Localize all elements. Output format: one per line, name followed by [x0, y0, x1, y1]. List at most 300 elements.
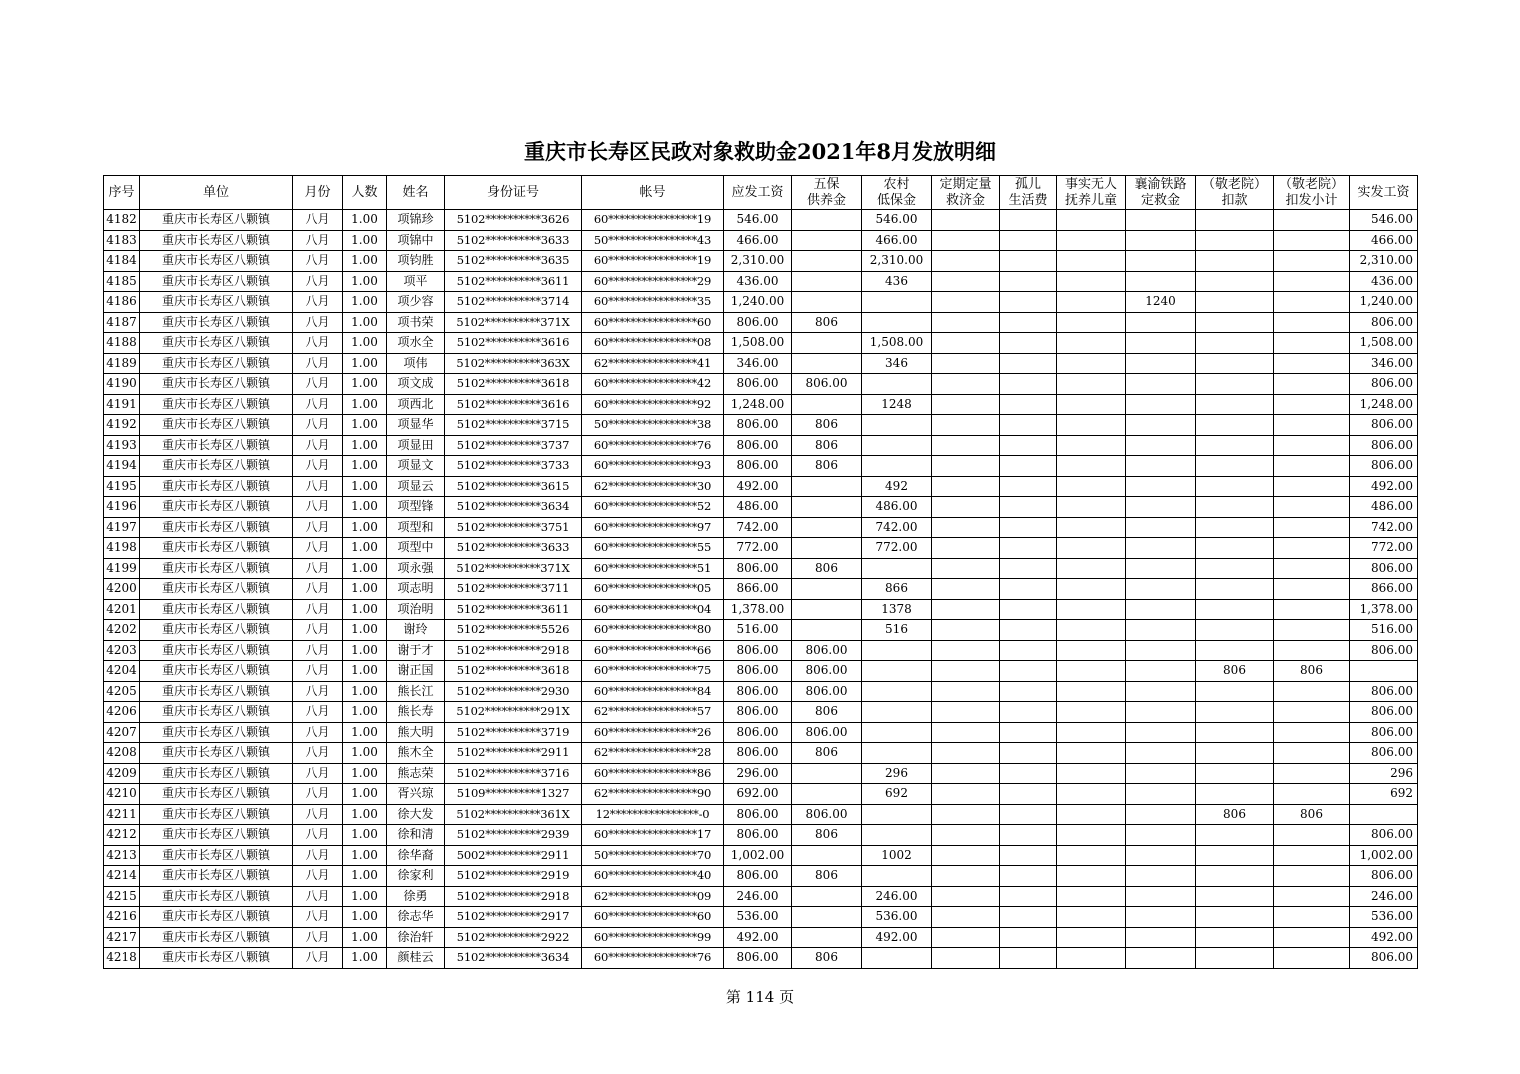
- column-header: [582, 176, 724, 210]
- table-cell: [1196, 476, 1274, 497]
- table-cell: 项钧胜: [387, 251, 445, 272]
- table-cell: 徐大发: [387, 804, 445, 825]
- table-cell: 492.00: [862, 927, 932, 948]
- table-cell: [792, 394, 862, 415]
- table-cell: 5102**********2918: [445, 886, 582, 907]
- table-cell: 806.00: [724, 374, 792, 395]
- column-header-line: 生活费: [1008, 192, 1048, 208]
- table-cell: 806.00: [724, 948, 792, 969]
- table-cell: 1,002.00: [724, 845, 792, 866]
- table-cell: 徐家利: [387, 866, 445, 887]
- table-row: [104, 251, 1418, 272]
- table-row: [104, 845, 1418, 866]
- table-row: [104, 456, 1418, 477]
- table-cell: 5102**********3711: [445, 579, 582, 600]
- table-cell: 5102**********371X: [445, 558, 582, 579]
- table-cell: [1000, 640, 1057, 661]
- table-cell: [1057, 292, 1126, 313]
- table-cell: 4184: [104, 251, 140, 272]
- table-cell: 5102**********3616: [445, 394, 582, 415]
- table-cell: 5102**********3618: [445, 374, 582, 395]
- table-cell: [1000, 948, 1057, 969]
- column-header-line: 孤儿: [1014, 176, 1041, 192]
- table-cell: 866.00: [1350, 579, 1418, 600]
- table-cell: [1000, 333, 1057, 354]
- table-cell: 1.00: [343, 230, 387, 251]
- table-cell: 重庆市长寿区八颗镇: [140, 763, 293, 784]
- table-cell: [932, 251, 1000, 272]
- table-cell: [1057, 886, 1126, 907]
- table-cell: [1274, 538, 1350, 559]
- table-cell: [1196, 681, 1274, 702]
- table-cell: 重庆市长寿区八颗镇: [140, 784, 293, 805]
- table-cell: 492.00: [724, 476, 792, 497]
- table-cell: 5102**********3626: [445, 210, 582, 231]
- table-row: [104, 722, 1418, 743]
- table-cell: [932, 763, 1000, 784]
- table-cell: 1.00: [343, 640, 387, 661]
- table-cell: 八月: [293, 374, 343, 395]
- table-cell: 熊木全: [387, 743, 445, 764]
- table-cell: 4187: [104, 312, 140, 333]
- table-cell: [1274, 825, 1350, 846]
- table-cell: 60****************19: [582, 251, 724, 272]
- table-cell: 806: [1196, 804, 1274, 825]
- table-cell: 1.00: [343, 784, 387, 805]
- table-cell: 60****************52: [582, 497, 724, 518]
- table-cell: 60****************92: [582, 394, 724, 415]
- table-cell: 486.00: [862, 497, 932, 518]
- table-cell: 806: [792, 866, 862, 887]
- table-cell: 4215: [104, 886, 140, 907]
- table-cell: [1196, 927, 1274, 948]
- table-cell: [1057, 722, 1126, 743]
- table-row: [104, 825, 1418, 846]
- column-header-line: 农村: [883, 176, 910, 192]
- column-header: [862, 176, 932, 210]
- table-cell: 5102**********3618: [445, 661, 582, 682]
- table-cell: 项永强: [387, 558, 445, 579]
- table-cell: 806.00: [724, 702, 792, 723]
- table-cell: 重庆市长寿区八颗镇: [140, 927, 293, 948]
- column-header-line: 扣款: [1221, 192, 1248, 208]
- table-cell: 重庆市长寿区八颗镇: [140, 415, 293, 436]
- table-cell: [1126, 661, 1196, 682]
- table-row: [104, 210, 1418, 231]
- table-row: [104, 702, 1418, 723]
- table-cell: 806: [792, 558, 862, 579]
- table-cell: [1057, 681, 1126, 702]
- table-cell: 536.00: [862, 907, 932, 928]
- table-cell: 八月: [293, 702, 343, 723]
- table-cell: 八月: [293, 251, 343, 272]
- table-cell: 62****************09: [582, 886, 724, 907]
- table-cell: [862, 661, 932, 682]
- table-cell: 4214: [104, 866, 140, 887]
- table-cell: [932, 743, 1000, 764]
- table-row: [104, 599, 1418, 620]
- table-cell: 熊志荣: [387, 763, 445, 784]
- table-cell: 项显田: [387, 435, 445, 456]
- table-cell: 八月: [293, 784, 343, 805]
- table-cell: 1248: [862, 394, 932, 415]
- table-cell: [1274, 292, 1350, 313]
- table-cell: 重庆市长寿区八颗镇: [140, 722, 293, 743]
- table-cell: 1.00: [343, 210, 387, 231]
- table-cell: [1000, 886, 1057, 907]
- table-cell: [1126, 702, 1196, 723]
- table-cell: [932, 271, 1000, 292]
- table-cell: [862, 435, 932, 456]
- table-cell: 重庆市长寿区八颗镇: [140, 394, 293, 415]
- table-cell: [1126, 907, 1196, 928]
- table-cell: 徐华裔: [387, 845, 445, 866]
- table-cell: 项锦中: [387, 230, 445, 251]
- table-cell: 熊大明: [387, 722, 445, 743]
- table-cell: 4185: [104, 271, 140, 292]
- table-cell: 1.00: [343, 927, 387, 948]
- table-cell: [792, 907, 862, 928]
- table-cell: 466.00: [724, 230, 792, 251]
- table-cell: 1,248.00: [1350, 394, 1418, 415]
- table-cell: [1274, 845, 1350, 866]
- table-cell: 806.00: [724, 866, 792, 887]
- table-cell: 60****************97: [582, 517, 724, 538]
- table-cell: 项显华: [387, 415, 445, 436]
- table-cell: 八月: [293, 948, 343, 969]
- table-cell: 1.00: [343, 333, 387, 354]
- table-cell: 1,002.00: [1350, 845, 1418, 866]
- table-cell: 八月: [293, 312, 343, 333]
- table-cell: 806.00: [1350, 415, 1418, 436]
- table-cell: 772.00: [862, 538, 932, 559]
- table-cell: [1057, 825, 1126, 846]
- table-cell: 806.00: [792, 804, 862, 825]
- table-cell: 1.00: [343, 558, 387, 579]
- table-cell: 5102**********3611: [445, 599, 582, 620]
- table-cell: [1000, 456, 1057, 477]
- table-cell: [1000, 722, 1057, 743]
- table-cell: [862, 558, 932, 579]
- table-cell: [1126, 456, 1196, 477]
- table-cell: 重庆市长寿区八颗镇: [140, 579, 293, 600]
- table-cell: [932, 927, 1000, 948]
- table-cell: [1196, 333, 1274, 354]
- table-cell: 重庆市长寿区八颗镇: [140, 743, 293, 764]
- table-cell: 806.00: [724, 743, 792, 764]
- column-header: [1196, 176, 1274, 210]
- table-cell: [1126, 538, 1196, 559]
- table-cell: 806.00: [724, 312, 792, 333]
- table-cell: [862, 640, 932, 661]
- table-cell: [1000, 599, 1057, 620]
- table-cell: 546.00: [862, 210, 932, 231]
- table-cell: [1274, 784, 1350, 805]
- table-cell: [1196, 722, 1274, 743]
- table-cell: [932, 784, 1000, 805]
- table-cell: 60****************99: [582, 927, 724, 948]
- table-cell: 346.00: [1350, 353, 1418, 374]
- table-cell: [1274, 558, 1350, 579]
- table-cell: [792, 620, 862, 641]
- table-cell: [932, 292, 1000, 313]
- table-cell: [1274, 394, 1350, 415]
- table-cell: [1126, 681, 1196, 702]
- table-cell: 5102**********363X: [445, 353, 582, 374]
- table-cell: 八月: [293, 435, 343, 456]
- table-cell: [1274, 722, 1350, 743]
- table-row: [104, 435, 1418, 456]
- table-cell: 742.00: [1350, 517, 1418, 538]
- table-cell: 60****************93: [582, 456, 724, 477]
- table-cell: 806.00: [724, 681, 792, 702]
- table-cell: [1057, 497, 1126, 518]
- table-cell: [1196, 230, 1274, 251]
- table-cell: [1000, 271, 1057, 292]
- table-cell: 806.00: [1350, 722, 1418, 743]
- table-cell: [1057, 415, 1126, 436]
- table-cell: 806.00: [792, 640, 862, 661]
- table-cell: 866.00: [724, 579, 792, 600]
- table-cell: [1274, 230, 1350, 251]
- table-cell: [862, 743, 932, 764]
- table-cell: 重庆市长寿区八颗镇: [140, 497, 293, 518]
- table-cell: [932, 538, 1000, 559]
- table-cell: 60****************19: [582, 210, 724, 231]
- table-cell: 60****************04: [582, 599, 724, 620]
- table-cell: 62****************41: [582, 353, 724, 374]
- table-cell: 806.00: [792, 661, 862, 682]
- table-cell: 60****************51: [582, 558, 724, 579]
- table-cell: 692.00: [724, 784, 792, 805]
- table-cell: 4201: [104, 599, 140, 620]
- table-cell: 1,240.00: [1350, 292, 1418, 313]
- table-cell: [1274, 927, 1350, 948]
- table-cell: 1.00: [343, 415, 387, 436]
- table-cell: 516.00: [724, 620, 792, 641]
- table-cell: [1057, 333, 1126, 354]
- table-row: [104, 620, 1418, 641]
- table-cell: [1126, 312, 1196, 333]
- table-cell: 4191: [104, 394, 140, 415]
- table-cell: 806.00: [724, 435, 792, 456]
- table-cell: [1057, 517, 1126, 538]
- table-cell: 八月: [293, 456, 343, 477]
- table-cell: 806.00: [1350, 702, 1418, 723]
- table-cell: 谢玲: [387, 620, 445, 641]
- table-cell: 5002**********2911: [445, 845, 582, 866]
- table-cell: 5102**********3715: [445, 415, 582, 436]
- table-cell: 八月: [293, 763, 343, 784]
- table-cell: [1000, 497, 1057, 518]
- table-cell: [1126, 866, 1196, 887]
- table-cell: [1274, 476, 1350, 497]
- table-cell: 492.00: [1350, 927, 1418, 948]
- table-cell: 546.00: [1350, 210, 1418, 231]
- table-cell: 4208: [104, 743, 140, 764]
- table-cell: 4211: [104, 804, 140, 825]
- table-cell: 5102**********3634: [445, 948, 582, 969]
- table-cell: 466.00: [1350, 230, 1418, 251]
- column-header-line: （敬老院）: [1201, 176, 1267, 192]
- column-header-line: 身份证号: [486, 184, 539, 200]
- table-cell: [1274, 251, 1350, 272]
- table-cell: [932, 620, 1000, 641]
- table-cell: 项伟: [387, 353, 445, 374]
- table-cell: 项型和: [387, 517, 445, 538]
- table-cell: 60****************86: [582, 763, 724, 784]
- table-cell: [1000, 517, 1057, 538]
- table-cell: 重庆市长寿区八颗镇: [140, 312, 293, 333]
- table-cell: 重庆市长寿区八颗镇: [140, 702, 293, 723]
- column-header-line: 月份: [304, 184, 331, 200]
- column-header-line: 事实无人: [1064, 176, 1117, 192]
- table-cell: [1057, 804, 1126, 825]
- table-cell: [1196, 251, 1274, 272]
- table-cell: [1126, 845, 1196, 866]
- table-cell: [1057, 538, 1126, 559]
- column-header-line: （敬老院）: [1278, 176, 1344, 192]
- table-cell: 1.00: [343, 886, 387, 907]
- table-cell: [1196, 558, 1274, 579]
- column-header-line: 扣发小计: [1285, 192, 1338, 208]
- table-cell: 806.00: [1350, 825, 1418, 846]
- table-cell: 八月: [293, 681, 343, 702]
- table-cell: 492.00: [1350, 476, 1418, 497]
- table-cell: [932, 210, 1000, 231]
- table-cell: [1196, 763, 1274, 784]
- column-header: [724, 176, 792, 210]
- table-cell: 60****************76: [582, 435, 724, 456]
- column-header-line: 定救金: [1140, 192, 1180, 208]
- table-cell: 1.00: [343, 579, 387, 600]
- table-cell: 806.00: [1350, 435, 1418, 456]
- column-header: [792, 176, 862, 210]
- table-cell: 重庆市长寿区八颗镇: [140, 558, 293, 579]
- relief-fund-table: [103, 175, 1418, 969]
- table-cell: [1126, 886, 1196, 907]
- table-cell: 4213: [104, 845, 140, 866]
- table-cell: [1126, 435, 1196, 456]
- table-cell: 2,310.00: [1350, 251, 1418, 272]
- table-cell: 60****************55: [582, 538, 724, 559]
- table-cell: [1057, 907, 1126, 928]
- table-cell: [792, 927, 862, 948]
- table-cell: [932, 804, 1000, 825]
- table-cell: [932, 599, 1000, 620]
- table-cell: [1126, 948, 1196, 969]
- table-row: [104, 743, 1418, 764]
- table-cell: 50****************38: [582, 415, 724, 436]
- table-cell: 62****************28: [582, 743, 724, 764]
- table-cell: 5109**********1327: [445, 784, 582, 805]
- table-cell: 1.00: [343, 681, 387, 702]
- table-cell: [1196, 825, 1274, 846]
- table-cell: 1.00: [343, 497, 387, 518]
- table-cell: [792, 251, 862, 272]
- table-cell: 492.00: [724, 927, 792, 948]
- table-cell: 项显云: [387, 476, 445, 497]
- table-cell: 重庆市长寿区八颗镇: [140, 907, 293, 928]
- table-row: [104, 927, 1418, 948]
- table-cell: 1002: [862, 845, 932, 866]
- table-cell: [1274, 333, 1350, 354]
- table-cell: 1.00: [343, 312, 387, 333]
- table-cell: 项志明: [387, 579, 445, 600]
- table-cell: [1000, 374, 1057, 395]
- table-cell: 60****************76: [582, 948, 724, 969]
- table-cell: [1000, 558, 1057, 579]
- table-row: [104, 661, 1418, 682]
- table-cell: 重庆市长寿区八颗镇: [140, 538, 293, 559]
- table-cell: [1126, 620, 1196, 641]
- table-cell: 1.00: [343, 743, 387, 764]
- table-cell: 806.00: [1350, 640, 1418, 661]
- table-cell: 806.00: [724, 661, 792, 682]
- table-cell: 5102**********3714: [445, 292, 582, 313]
- table-cell: 1.00: [343, 374, 387, 395]
- table-cell: [1126, 640, 1196, 661]
- table-row: [104, 907, 1418, 928]
- table-cell: 806: [792, 312, 862, 333]
- table-cell: [862, 825, 932, 846]
- table-cell: [1000, 784, 1057, 805]
- table-cell: 八月: [293, 271, 343, 292]
- table-cell: 重庆市长寿区八颗镇: [140, 210, 293, 231]
- table-cell: 806.00: [724, 640, 792, 661]
- table-cell: 246.00: [862, 886, 932, 907]
- column-header: [1350, 176, 1418, 210]
- table-cell: 60****************66: [582, 640, 724, 661]
- table-cell: [1000, 394, 1057, 415]
- table-cell: [862, 722, 932, 743]
- table-cell: 60****************05: [582, 579, 724, 600]
- table-cell: [1274, 907, 1350, 928]
- table-cell: 436.00: [1350, 271, 1418, 292]
- table-cell: 806.00: [1350, 866, 1418, 887]
- table-cell: 806: [1274, 804, 1350, 825]
- table-cell: 5102**********3635: [445, 251, 582, 272]
- table-cell: [1000, 620, 1057, 641]
- table-cell: 296: [1350, 763, 1418, 784]
- table-cell: [792, 579, 862, 600]
- column-header: [387, 176, 445, 210]
- table-cell: 5102**********2911: [445, 743, 582, 764]
- table-cell: 徐治轩: [387, 927, 445, 948]
- table-cell: 5102**********361X: [445, 804, 582, 825]
- table-cell: [1126, 394, 1196, 415]
- table-cell: [792, 784, 862, 805]
- table-cell: 806.00: [792, 681, 862, 702]
- table-cell: 4210: [104, 784, 140, 805]
- table-cell: [1350, 661, 1418, 682]
- table-cell: [862, 681, 932, 702]
- table-cell: 徐和清: [387, 825, 445, 846]
- table-cell: 436: [862, 271, 932, 292]
- table-cell: [792, 517, 862, 538]
- table-cell: [1057, 230, 1126, 251]
- table-cell: [1274, 599, 1350, 620]
- table-cell: 806: [1274, 661, 1350, 682]
- table-row: [104, 394, 1418, 415]
- table-cell: 4217: [104, 927, 140, 948]
- table-cell: [862, 292, 932, 313]
- table-cell: [1126, 558, 1196, 579]
- table-cell: 1.00: [343, 251, 387, 272]
- column-header: [1126, 176, 1196, 210]
- column-header-line: 人数: [351, 184, 378, 200]
- table-cell: [792, 230, 862, 251]
